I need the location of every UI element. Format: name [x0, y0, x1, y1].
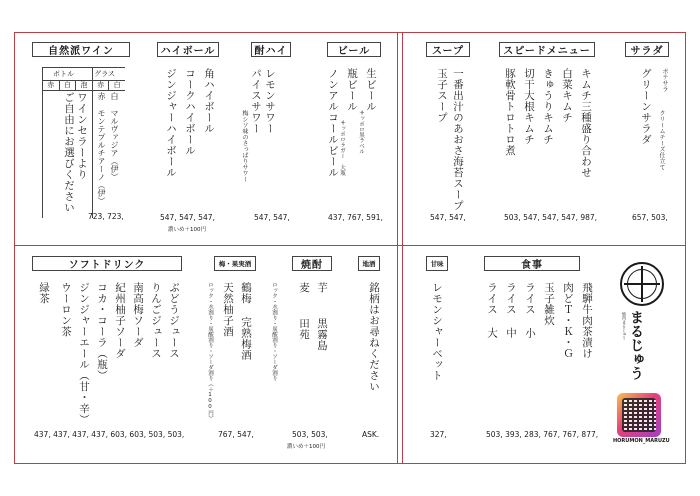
wine-row-label: 赤 — [43, 80, 60, 90]
vertical-divider-left — [397, 32, 398, 464]
beer-item: 生ビール — [365, 68, 377, 112]
beer-sub: サッポロ黒ラベル — [358, 110, 364, 154]
salad-price: 657, 503, — [632, 213, 668, 222]
shochu-item: 芋 — [316, 282, 328, 293]
meal-price: 503, 393, 283, 767, 767, 877, — [486, 430, 599, 439]
beer-header: ビール — [327, 42, 381, 57]
soup-item: 玉子スープ — [436, 68, 448, 123]
soup-price: 547, 547, — [430, 213, 466, 222]
meal-item: ライス 小 — [524, 282, 536, 339]
wine-row-label: 泡 — [76, 80, 93, 90]
shochu-price: 503, 503, — [292, 430, 328, 439]
meal-item: 玉子雑炊 — [543, 282, 555, 326]
shochu-note: ロック・水割り・炭酸割り・ソーダ割り — [271, 282, 277, 381]
vertical-divider-right — [402, 32, 403, 464]
meal-header: 食事 — [484, 256, 580, 271]
wine-header: 自然派ワイン — [32, 42, 130, 57]
soup-header: スープ — [426, 42, 470, 57]
wine-table-separator — [92, 68, 93, 218]
highball-price: 547, 547, 547, — [160, 213, 215, 222]
shochu-header: 焼酎 — [292, 256, 332, 271]
shochu-foot: 濃いめ＋100円 — [287, 444, 325, 450]
jizake-price: ASK. — [362, 430, 380, 439]
beer-item: ノンアルコールビール — [327, 68, 339, 178]
beer-sub: サッポロラガー 大瓶 — [339, 120, 345, 176]
soft-drink-item: 紀州柚子ソーダ — [114, 282, 126, 359]
salad-item-small: ポテサラ — [661, 68, 668, 92]
speed-menu-header: スピードメニュー — [499, 42, 595, 57]
plum-wine-item: 鶴梅 完熟梅酒 — [240, 282, 252, 361]
soft-drink-price: 437, 437, 437, 437, 603, 603, 503, 503, — [34, 430, 185, 439]
soft-drink-item: ウーロン茶 — [60, 282, 72, 337]
soft-drink-header: ソフトドリンク — [32, 256, 182, 271]
soft-drink-item: ジンジャーエール（甘・辛） — [78, 282, 90, 425]
brand-sub: 焼肉まるじゅう — [622, 312, 627, 340]
qr-code-icon[interactable] — [617, 393, 661, 437]
chuhai-item: レモンサワー — [264, 68, 276, 134]
dessert-item: レモンシャーベット — [431, 282, 443, 381]
meal-item: 肉どＴ・Ｋ・Ｇ — [562, 282, 574, 359]
wine-glass-red: 赤 モンテプルチアーノ（伊） — [97, 92, 106, 205]
highball-note: 濃いめ＋100円 — [168, 227, 206, 233]
shochu-item: 黒霧島 — [316, 318, 328, 351]
plum-fruit-wine-header: 梅・果実酒 — [214, 256, 256, 271]
wine-bottle-note-2: ご自由にお選びください — [63, 92, 75, 213]
speed-item: 豚軟骨トロトロ煮 — [504, 68, 516, 156]
speed-item: 切干大根キムチ — [523, 68, 535, 145]
chuhai-price: 547, 547, — [254, 213, 290, 222]
soft-drink-item: コカ・コーラ（瓶） — [96, 282, 108, 381]
wine-table-subhead — [43, 80, 125, 91]
wine-row-label: 白 — [60, 80, 77, 90]
salad-header: サラダ — [625, 42, 669, 57]
wine-glass-label: グラス — [94, 70, 115, 78]
meal-item: ライス 中 — [505, 282, 517, 339]
wine-price: 723, 723, — [88, 212, 124, 221]
chuhai-header: 酎ハイ — [251, 42, 291, 57]
meal-item: 飛騨牛肉茶漬け — [581, 282, 593, 359]
soft-drink-item: 緑茶 — [38, 282, 50, 304]
salad-sub: クリームチーズ仕立て — [658, 110, 665, 170]
wine-bottle-note-1: ワインセラーより — [76, 92, 88, 180]
soft-drink-item: ぶどうジュース — [168, 282, 180, 359]
highball-item: 角ハイボール — [203, 68, 215, 134]
soup-item: 一番出汁のあおさ海苔スープ — [452, 68, 464, 211]
dessert-price: 327, — [430, 430, 447, 439]
beer-item: 瓶ビール — [346, 68, 358, 112]
brand-name: まるじゅう — [628, 310, 644, 380]
speed-item: キムチ三種盛り合わせ — [580, 68, 592, 178]
wine-bottle-label: ボトル — [53, 70, 74, 78]
plum-wine-price: 767, 547, — [218, 430, 254, 439]
meal-item: ライス 大 — [486, 282, 498, 339]
highball-header: ハイボール — [157, 42, 219, 57]
speed-item: きゅうりキムチ — [542, 68, 554, 145]
brand-logo-icon — [620, 262, 664, 306]
highball-item: ジンジャーハイボール — [165, 68, 177, 178]
horizontal-divider — [14, 245, 686, 246]
jizake-item: 銘柄はお尋ねください — [368, 282, 380, 392]
chuhai-sub: 梅シソ味のさっぱりサワー — [241, 110, 248, 182]
speed-item: 白菜キムチ — [561, 68, 573, 123]
soft-drink-item: りんごジュース — [150, 282, 162, 359]
highball-item: コークハイボール — [184, 68, 196, 156]
chuhai-item: パイスサワー — [250, 68, 262, 134]
qr-label: HORUMON_MARUZU — [613, 438, 670, 444]
speed-price: 503, 547, 547, 547, 987, — [504, 213, 598, 222]
shochu-item: 田苑 — [298, 318, 310, 340]
wine-row-label: 赤 — [93, 80, 110, 90]
jizake-header: 地酒 — [358, 256, 380, 271]
dessert-header: 甘味 — [426, 256, 448, 271]
soft-drink-item: 南高梅ソーダ — [132, 282, 144, 348]
plum-wine-item: 天然柚子酒 — [222, 282, 234, 337]
shochu-item: 麦 — [298, 282, 310, 293]
plum-wine-note: ロック・水割り・炭酸割り・ソーダ割り（＋100円） — [207, 282, 213, 421]
wine-row-label: 白 — [113, 81, 121, 89]
beer-price: 437, 767, 591, — [328, 213, 383, 222]
salad-item: グリーンサラダ — [640, 68, 652, 145]
wine-glass-white: 白 マルヴァジア（伊） — [110, 92, 119, 181]
